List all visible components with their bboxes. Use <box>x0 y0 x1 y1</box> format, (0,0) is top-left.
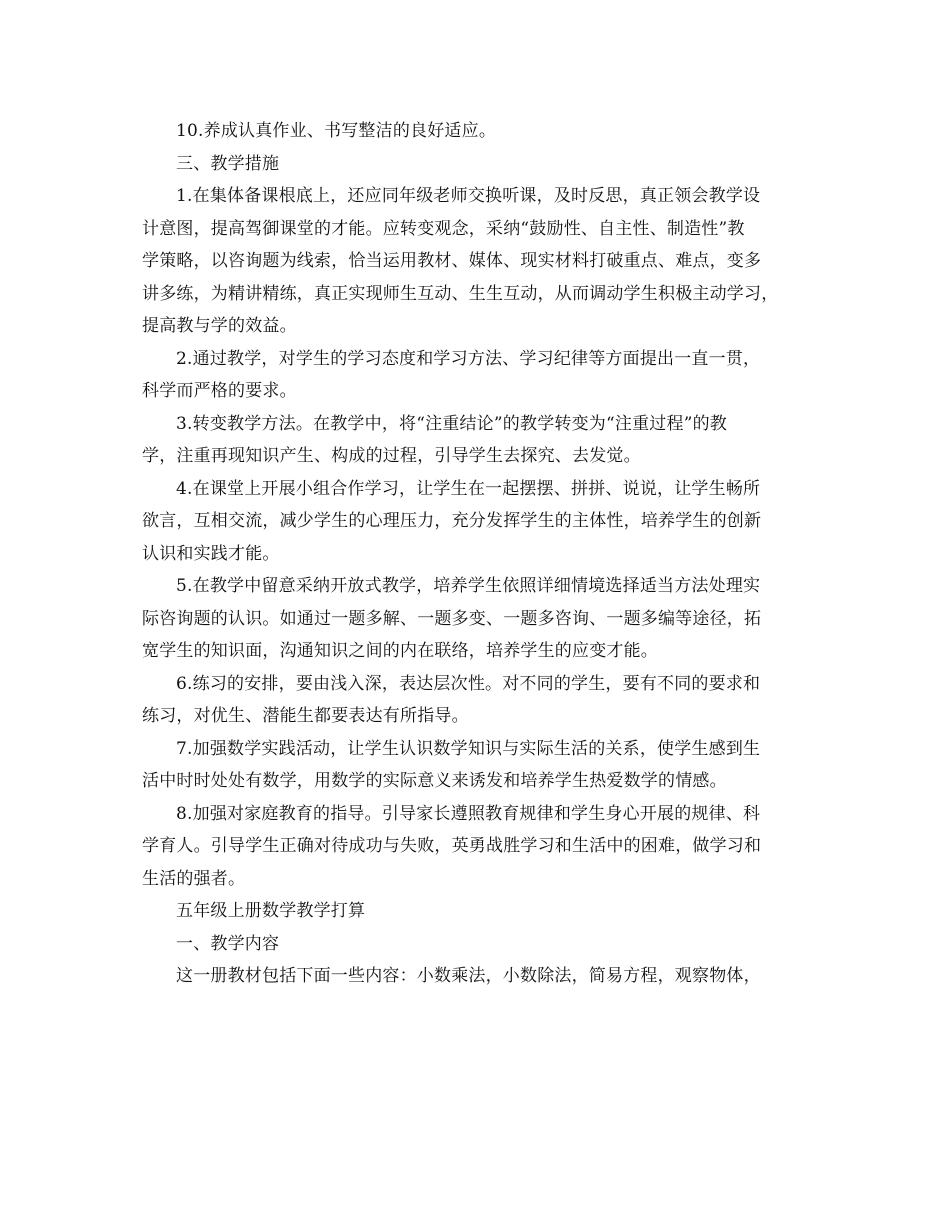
text-line: 学，注重再现知识产生、构成的过程，引导学生去探究、去发觉。 <box>142 446 641 466</box>
paragraph <box>142 668 822 733</box>
text-line: 一、教学内容 <box>176 933 280 954</box>
text-line: 1.在集体备课根底上，还应同年级老师交换听课，及时反思，真正领会教学设 <box>176 186 761 206</box>
text-line: 10.养成认真作业、书写整洁的良好适应。 <box>176 121 497 141</box>
text-line: 生活的强者。 <box>142 868 246 889</box>
text-line: 这一册教材包括下面一些内容：小数乘法，小数除法，简易方程，观察物体， <box>176 966 761 986</box>
text-line: 5.在教学中留意采纳开放式教学，培养学生依照详细情境选择适当方法处理实 <box>176 576 761 596</box>
text-line: 3.转变教学方法。在教学中，将“注重结论”的教学转变为“注重过程”的教 <box>176 413 727 434</box>
text-line: 活中时时处处有数学，用数学的实际意义来诱发和培养学生热爱数学的情感。 <box>142 771 727 791</box>
text-line: 提高教与学的效益。 <box>142 316 297 336</box>
text-line: 讲多练，为精讲精练，真正实现师生互动、生生互动，从而调动学生积极主动学习， <box>142 283 779 304</box>
section-heading <box>142 928 822 961</box>
text-line: 8.加强对家庭教育的指导。引导家长遵照教育规律和学生身心开展的规律、科 <box>176 803 761 824</box>
section-heading <box>142 895 822 928</box>
paragraph <box>142 115 822 148</box>
text-line: 计意图，提高驾御课堂的才能。应转变观念，采纳“鼓励性、自主性、制造性”教 <box>142 218 745 239</box>
text-line: 2.通过教学，对学生的学习态度和学习方法、学习纪律等方面提出一直一贯， <box>176 348 761 369</box>
text-line: 际咨询题的认识。如通过一题多解、一题多变、一题多咨询、一题多编等途径，拓 <box>142 608 762 629</box>
text-line: 7.加强数学实践活动，让学生认识数学知识与实际生活的关系，使学生感到生 <box>176 738 761 759</box>
document-body <box>142 115 822 993</box>
paragraph <box>142 408 822 473</box>
text-line: 三、教学措施 <box>176 153 280 174</box>
paragraph <box>142 733 822 798</box>
text-line: 认识和实践才能。 <box>142 543 280 564</box>
text-line: 练习，对优生、潜能生都要表达有所指导。 <box>142 706 469 726</box>
text-line: 学育人。引导学生正确对待成功与失败，英勇战胜学习和生活中的困难，做学习和 <box>142 836 762 856</box>
text-line: 科学而严格的要求。 <box>142 381 297 401</box>
text-line: 6.练习的安排，要由浅入深，表达层次性。对不同的学生，要有不同的要求和 <box>176 673 761 694</box>
paragraph <box>142 343 822 408</box>
paragraph <box>142 798 822 896</box>
text-line: 4.在课堂上开展小组合作学习，让学生在一起摆摆、拼拼、说说，让学生畅所 <box>176 478 761 499</box>
text-line: 欲言，互相交流，减少学生的心理压力，充分发挥学生的主体性，培养学生的创新 <box>142 511 762 531</box>
text-line: 学策略，以咨询题为线索，恰当运用教材、媒体、现实材料打破重点、难点，变多 <box>142 251 762 271</box>
section-heading <box>142 148 822 181</box>
paragraph <box>142 570 822 668</box>
paragraph <box>142 180 822 343</box>
paragraph <box>142 473 822 571</box>
text-line: 宽学生的知识面，沟通知识之间的内在联络，培养学生的应变才能。 <box>142 641 658 661</box>
paragraph <box>142 960 822 993</box>
text-line: 五年级上册数学教学打算 <box>176 901 366 921</box>
